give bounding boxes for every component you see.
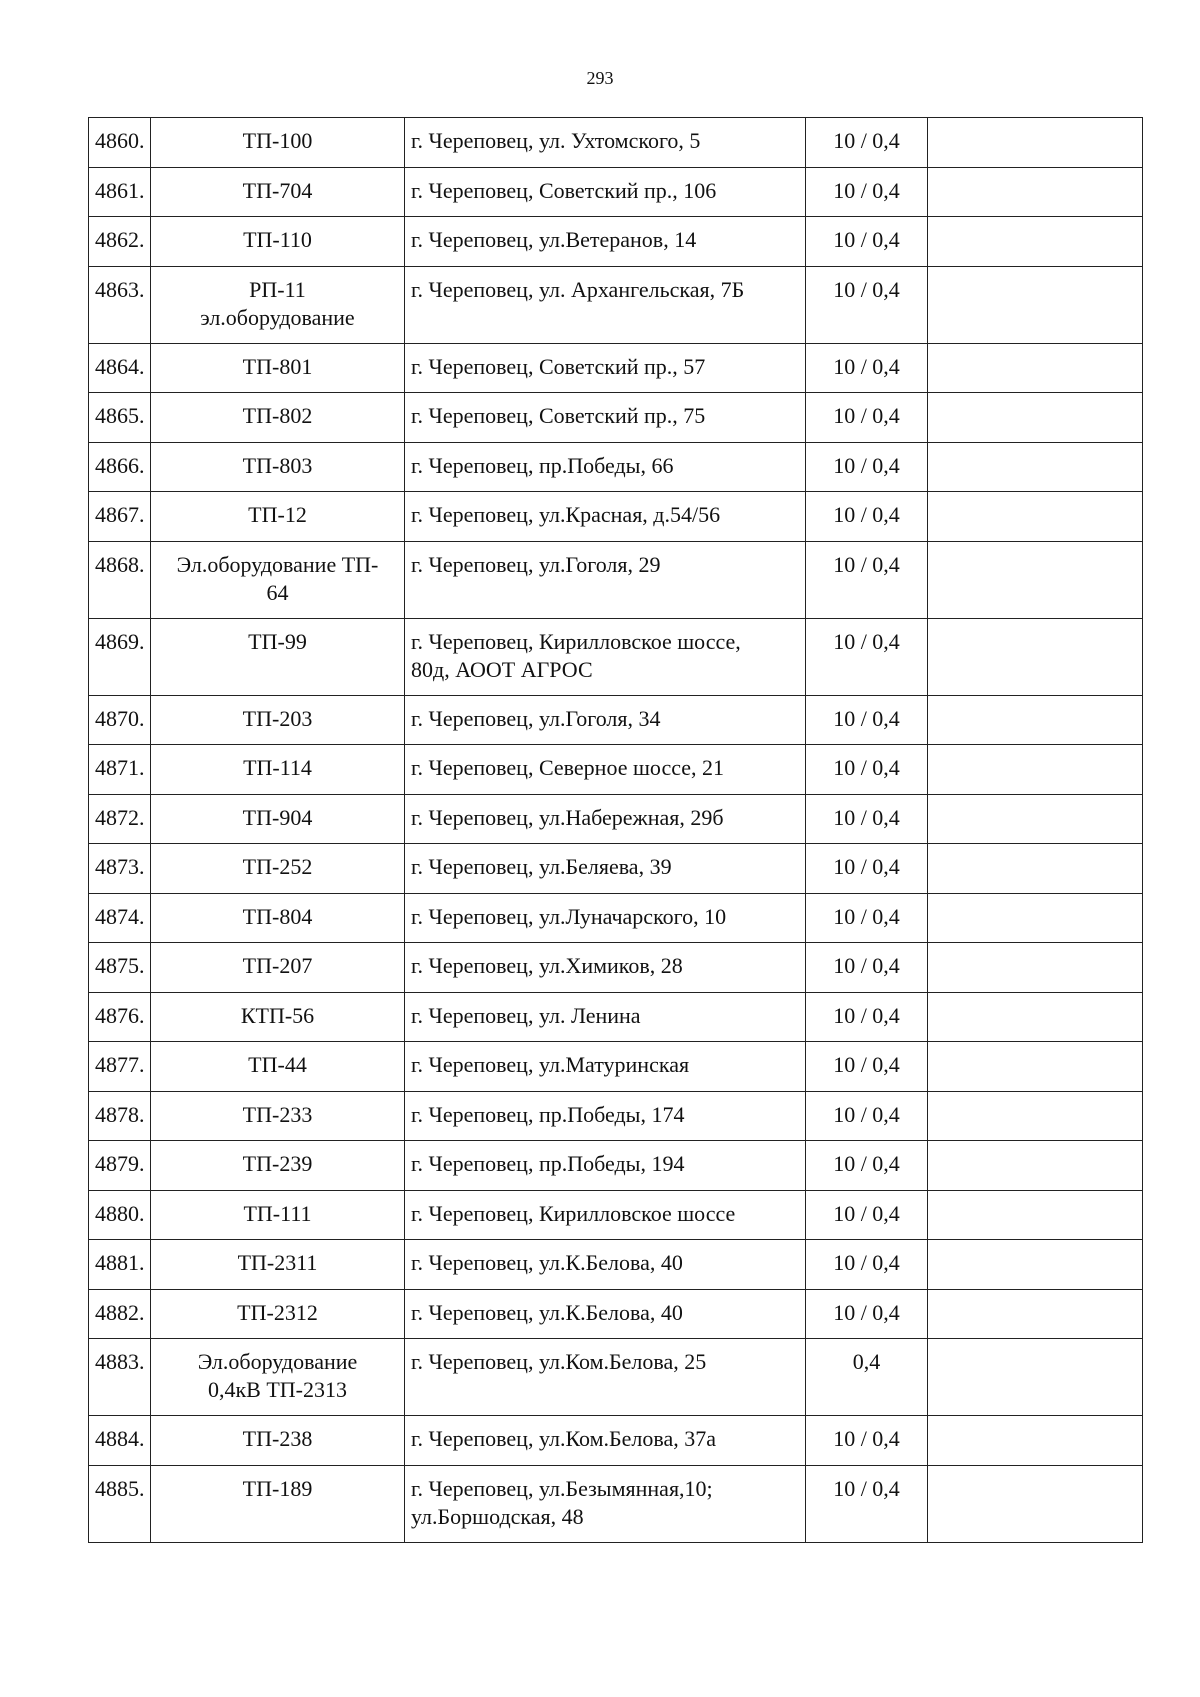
extra-cell — [928, 745, 1143, 795]
row-number-cell: 4865. — [89, 393, 151, 443]
extra-cell — [928, 943, 1143, 993]
address-cell: г. Череповец, ул.Матуринская — [405, 1042, 806, 1092]
extra-cell — [928, 1042, 1143, 1092]
equipment-name-cell: ТП-252 — [151, 844, 405, 894]
equipment-name-cell: ТП-233 — [151, 1091, 405, 1141]
row-number-cell: 4876. — [89, 992, 151, 1042]
row-number-cell: 4875. — [89, 943, 151, 993]
registry-table-body — [89, 118, 1143, 1543]
voltage-cell: 10 / 0,4 — [806, 266, 928, 343]
table-row — [89, 1240, 1143, 1290]
row-number-cell: 4884. — [89, 1416, 151, 1466]
voltage-cell: 10 / 0,4 — [806, 618, 928, 695]
table-row — [89, 1339, 1143, 1416]
address-cell: г. Череповец, ул.Ветеранов, 14 — [405, 217, 806, 267]
table-row — [89, 893, 1143, 943]
voltage-cell: 10 / 0,4 — [806, 492, 928, 542]
voltage-cell: 10 / 0,4 — [806, 1091, 928, 1141]
address-cell: г. Череповец, ул.Ком.Белова, 25 — [405, 1339, 806, 1416]
equipment-name-cell: ТП-189 — [151, 1465, 405, 1542]
row-number-cell: 4878. — [89, 1091, 151, 1141]
table-row — [89, 442, 1143, 492]
extra-cell — [928, 266, 1143, 343]
extra-cell — [928, 393, 1143, 443]
row-number-cell: 4883. — [89, 1339, 151, 1416]
address-cell: г. Череповец, ул.К.Белова, 40 — [405, 1240, 806, 1290]
row-number-cell: 4873. — [89, 844, 151, 894]
voltage-cell: 10 / 0,4 — [806, 343, 928, 393]
table-row — [89, 118, 1143, 168]
address-cell: г. Череповец, Кирилловское шоссе — [405, 1190, 806, 1240]
voltage-cell: 10 / 0,4 — [806, 893, 928, 943]
row-number-cell: 4862. — [89, 217, 151, 267]
row-number-cell: 4882. — [89, 1289, 151, 1339]
equipment-name-cell: ТП-704 — [151, 167, 405, 217]
voltage-cell: 10 / 0,4 — [806, 118, 928, 168]
address-cell: г. Череповец, ул.Гоголя, 34 — [405, 695, 806, 745]
extra-cell — [928, 442, 1143, 492]
row-number-cell: 4881. — [89, 1240, 151, 1290]
table-row — [89, 992, 1143, 1042]
row-number-cell: 4879. — [89, 1141, 151, 1191]
extra-cell — [928, 541, 1143, 618]
row-number-cell: 4868. — [89, 541, 151, 618]
table-row — [89, 1190, 1143, 1240]
address-cell: г. Череповец, ул.Безымянная,10; ул.Боршодская, 48 — [405, 1465, 806, 1542]
row-number-cell: 4885. — [89, 1465, 151, 1542]
table-row — [89, 492, 1143, 542]
equipment-name-cell: ТП-99 — [151, 618, 405, 695]
address-cell: г. Череповец, ул.Беляева, 39 — [405, 844, 806, 894]
equipment-name-cell: ТП-203 — [151, 695, 405, 745]
voltage-cell: 10 / 0,4 — [806, 1416, 928, 1466]
row-number-cell: 4864. — [89, 343, 151, 393]
extra-cell — [928, 1240, 1143, 1290]
table-row — [89, 167, 1143, 217]
equipment-name-cell: ТП-804 — [151, 893, 405, 943]
equipment-name-cell: ТП-44 — [151, 1042, 405, 1092]
table-row — [89, 943, 1143, 993]
voltage-cell: 10 / 0,4 — [806, 992, 928, 1042]
table-row — [89, 1289, 1143, 1339]
equipment-name-cell: ТП-114 — [151, 745, 405, 795]
page-number: 293 — [586, 68, 614, 88]
address-cell: г. Череповец, Советский пр., 75 — [405, 393, 806, 443]
voltage-cell: 10 / 0,4 — [806, 943, 928, 993]
address-cell: г. Череповец, ул. Ухтомского, 5 — [405, 118, 806, 168]
equipment-name-cell: ТП-207 — [151, 943, 405, 993]
extra-cell — [928, 618, 1143, 695]
voltage-cell: 10 / 0,4 — [806, 1141, 928, 1191]
table-row — [89, 393, 1143, 443]
table-row — [89, 217, 1143, 267]
voltage-cell: 10 / 0,4 — [806, 217, 928, 267]
voltage-cell: 10 / 0,4 — [806, 541, 928, 618]
row-number-cell: 4871. — [89, 745, 151, 795]
address-cell: г. Череповец, Советский пр., 106 — [405, 167, 806, 217]
voltage-cell: 10 / 0,4 — [806, 745, 928, 795]
row-number-cell: 4866. — [89, 442, 151, 492]
row-number-cell: 4870. — [89, 695, 151, 745]
equipment-name-cell: ТП-2312 — [151, 1289, 405, 1339]
table-row — [89, 1465, 1143, 1542]
equipment-name-cell: ТП-238 — [151, 1416, 405, 1466]
extra-cell — [928, 794, 1143, 844]
address-cell: г. Череповец, ул. Архангельская, 7Б — [405, 266, 806, 343]
address-cell: г. Череповец, ул.Луначарского, 10 — [405, 893, 806, 943]
address-cell: г. Череповец, пр.Победы, 174 — [405, 1091, 806, 1141]
voltage-cell: 10 / 0,4 — [806, 167, 928, 217]
address-cell: г. Череповец, ул.Набережная, 29б — [405, 794, 806, 844]
equipment-name-cell: ТП-12 — [151, 492, 405, 542]
table-row — [89, 844, 1143, 894]
table-row — [89, 745, 1143, 795]
row-number-cell: 4860. — [89, 118, 151, 168]
voltage-cell: 10 / 0,4 — [806, 844, 928, 894]
table-row — [89, 695, 1143, 745]
address-cell: г. Череповец, Советский пр., 57 — [405, 343, 806, 393]
equipment-name-cell: КТП-56 — [151, 992, 405, 1042]
row-number-cell: 4861. — [89, 167, 151, 217]
voltage-cell: 10 / 0,4 — [806, 1240, 928, 1290]
extra-cell — [928, 118, 1143, 168]
extra-cell — [928, 844, 1143, 894]
address-cell: г. Череповец, пр.Победы, 66 — [405, 442, 806, 492]
extra-cell — [928, 217, 1143, 267]
table-row — [89, 343, 1143, 393]
extra-cell — [928, 343, 1143, 393]
extra-cell — [928, 492, 1143, 542]
extra-cell — [928, 1465, 1143, 1542]
equipment-name-cell: ТП-110 — [151, 217, 405, 267]
extra-cell — [928, 1141, 1143, 1191]
equipment-name-cell: ТП-2311 — [151, 1240, 405, 1290]
address-cell: г. Череповец, ул.Красная, д.54/56 — [405, 492, 806, 542]
voltage-cell: 10 / 0,4 — [806, 393, 928, 443]
address-cell: г. Череповец, ул.К.Белова, 40 — [405, 1289, 806, 1339]
equipment-name-cell: РП-11 эл.оборудование — [151, 266, 405, 343]
row-number-cell: 4874. — [89, 893, 151, 943]
extra-cell — [928, 1289, 1143, 1339]
table-row — [89, 618, 1143, 695]
address-cell: г. Череповец, ул.Ком.Белова, 37а — [405, 1416, 806, 1466]
address-cell: г. Череповец, ул.Химиков, 28 — [405, 943, 806, 993]
equipment-name-cell: Эл.оборудование ТП- 64 — [151, 541, 405, 618]
extra-cell — [928, 695, 1143, 745]
row-number-cell: 4880. — [89, 1190, 151, 1240]
registry-table — [88, 117, 1143, 1543]
address-cell: г. Череповец, Кирилловское шоссе, 80д, АООТ АГРОС — [405, 618, 806, 695]
voltage-cell: 10 / 0,4 — [806, 442, 928, 492]
equipment-name-cell: Эл.оборудование 0,4кВ ТП-2313 — [151, 1339, 405, 1416]
address-cell: г. Череповец, Северное шоссе, 21 — [405, 745, 806, 795]
address-cell: г. Череповец, ул.Гоголя, 29 — [405, 541, 806, 618]
table-row — [89, 1416, 1143, 1466]
equipment-name-cell: ТП-803 — [151, 442, 405, 492]
voltage-cell: 10 / 0,4 — [806, 1465, 928, 1542]
extra-cell — [928, 1416, 1143, 1466]
equipment-name-cell: ТП-904 — [151, 794, 405, 844]
row-number-cell: 4863. — [89, 266, 151, 343]
table-row — [89, 266, 1143, 343]
row-number-cell: 4872. — [89, 794, 151, 844]
table-row — [89, 1091, 1143, 1141]
table-row — [89, 1141, 1143, 1191]
table-row — [89, 1042, 1143, 1092]
voltage-cell: 10 / 0,4 — [806, 1289, 928, 1339]
voltage-cell: 10 / 0,4 — [806, 1190, 928, 1240]
row-number-cell: 4867. — [89, 492, 151, 542]
extra-cell — [928, 1091, 1143, 1141]
equipment-name-cell: ТП-801 — [151, 343, 405, 393]
equipment-name-cell: ТП-802 — [151, 393, 405, 443]
extra-cell — [928, 167, 1143, 217]
extra-cell — [928, 893, 1143, 943]
table-row — [89, 541, 1143, 618]
table-row — [89, 794, 1143, 844]
equipment-name-cell: ТП-111 — [151, 1190, 405, 1240]
address-cell: г. Череповец, пр.Победы, 194 — [405, 1141, 806, 1191]
equipment-name-cell: ТП-239 — [151, 1141, 405, 1191]
voltage-cell: 10 / 0,4 — [806, 695, 928, 745]
voltage-cell: 10 / 0,4 — [806, 794, 928, 844]
voltage-cell: 10 / 0,4 — [806, 1042, 928, 1092]
voltage-cell: 0,4 — [806, 1339, 928, 1416]
address-cell: г. Череповец, ул. Ленина — [405, 992, 806, 1042]
extra-cell — [928, 992, 1143, 1042]
extra-cell — [928, 1339, 1143, 1416]
row-number-cell: 4869. — [89, 618, 151, 695]
extra-cell — [928, 1190, 1143, 1240]
equipment-name-cell: ТП-100 — [151, 118, 405, 168]
row-number-cell: 4877. — [89, 1042, 151, 1092]
